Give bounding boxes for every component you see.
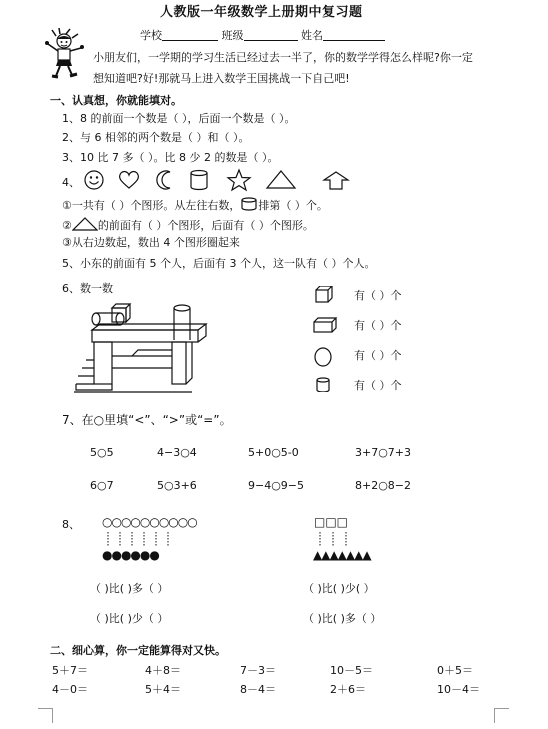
q8-dots-row: ●●●●●● [102, 548, 159, 562]
q6-count-cube: 有（ ）个 [354, 289, 402, 302]
question-1: 1、8 的前面一个数是（ ），后面一个数是（ ）。 [62, 112, 296, 125]
sphere-icon [315, 348, 331, 366]
cylinder-icon [191, 171, 207, 190]
q8-dotted-connectors-right [316, 532, 356, 546]
page-corner-mark [494, 708, 509, 723]
q7-item: 6○7 [90, 479, 114, 492]
question-4b [62, 217, 314, 231]
q8-answer-right-2: （ )比( )多（ ） [303, 612, 382, 625]
question-4b-text-1: ② [62, 219, 72, 232]
crescent-moon-icon [157, 171, 170, 189]
arith-item: 2＋6＝ [330, 683, 366, 696]
student-info-line [140, 30, 385, 41]
name-field[interactable] [323, 30, 385, 41]
arith-item: 10－5＝ [330, 664, 373, 677]
q8-circles-row: ○○○○○○○○○○ [102, 515, 197, 529]
triangle-icon [267, 171, 295, 188]
section2-heading: 二、细心算，你一定能算得对又快。 [50, 644, 226, 657]
cuboid-icon [314, 318, 336, 332]
page-title: 人教版一年级数学上册期中复习题 [160, 5, 363, 20]
q7-item: 5+0○5-0 [248, 446, 299, 459]
arith-item: 5＋4＝ [145, 683, 181, 696]
school-field[interactable] [162, 30, 218, 41]
page-corner-mark [38, 708, 53, 723]
question-2: 2、与 6 相邻的两个数是（ ）和（ ）。 [62, 131, 250, 144]
school-label: 学校 [140, 29, 162, 42]
q6-count-cylinder: 有（ ）个 [354, 379, 402, 392]
q7-item: 5○5 [90, 446, 114, 459]
class-label: 班级 [221, 29, 244, 42]
q7-item: 9−4○9−5 [248, 479, 305, 492]
q8-answer-right-1: （ )比( )少( ） [303, 582, 375, 595]
arrow-up-icon [324, 172, 348, 189]
q6-shape-column [313, 286, 337, 392]
question-6-label: 6、数一数 [62, 282, 113, 295]
q8-answer-left-2: （ )比( )少（ ） [90, 612, 169, 625]
cube-icon [316, 286, 332, 302]
intro-line-2: 想知道吧?好!那就马上进入数学王国挑战一下自己吧! [93, 72, 350, 85]
question-4a [62, 197, 328, 211]
q8-squares-row: □□□ [314, 515, 349, 529]
question-5: 5、小东的前面有 5 个人，后面有 3 个人，这一队有（ ）个人。 [62, 257, 376, 270]
q6-count-sphere: 有（ ）个 [354, 349, 402, 362]
q8-dotted-connectors [106, 532, 186, 546]
q8-triangles-row: ▲▲▲▲▲▲▲ [313, 548, 371, 562]
question-4a-text-2: 排第（ ）个。 [258, 199, 328, 212]
arith-item: 8－4＝ [240, 683, 276, 696]
q7-item: 5○3+6 [157, 479, 197, 492]
section1-heading: 一、认真想，你就能填对。 [50, 94, 182, 107]
arith-item: 0＋5＝ [437, 664, 473, 677]
q8-answer-left-1: （ )比( )多（ ） [90, 582, 169, 595]
arith-item: 5＋7＝ [52, 664, 88, 677]
arith-item: 4＋8＝ [145, 664, 181, 677]
q7-item: 8+2○8−2 [355, 479, 412, 492]
question-7-label: 7、在○里填“<”、“>”或“=”。 [62, 413, 232, 427]
child-figure-icon [44, 28, 86, 80]
triangle-icon [72, 217, 98, 231]
question-4a-text-1: ①一共有（ ）个图形。从左往右数， [62, 199, 241, 212]
arith-item: 7－3＝ [240, 664, 276, 677]
smiley-face-icon [85, 171, 103, 189]
question-4b-text-2: 的前面有（ ）个图形，后面有（ ）个图形。 [97, 219, 314, 232]
q7-item: 3+7○7+3 [355, 446, 412, 459]
star-icon [228, 170, 250, 190]
q7-item: 4−3○4 [157, 446, 197, 459]
cylinder-icon [317, 378, 329, 392]
arith-item: 4－0＝ [52, 683, 88, 696]
q4-shape-row [84, 168, 354, 192]
question-4-label: 4、 [62, 176, 80, 189]
name-label: 姓名 [301, 29, 323, 42]
question-8-label: 8、 [62, 518, 80, 531]
cylinder-icon [240, 197, 258, 211]
question-4c: ③从右边数起，数出 4 个图形圈起来 [62, 236, 240, 249]
question-3: 3、10 比 7 多（ ）。比 8 少 2 的数是（ ）。 [62, 151, 279, 164]
intro-line-1: 小朋友们，一学期的学习生活已经过去一半了，你的数学学得怎么样呢?你一定 [93, 51, 473, 64]
heart-icon [120, 172, 139, 188]
block-structure-illustration [72, 300, 222, 396]
q6-count-cuboid: 有（ ）个 [354, 319, 402, 332]
arith-item: 10－4＝ [437, 683, 480, 696]
class-field[interactable] [244, 30, 298, 41]
